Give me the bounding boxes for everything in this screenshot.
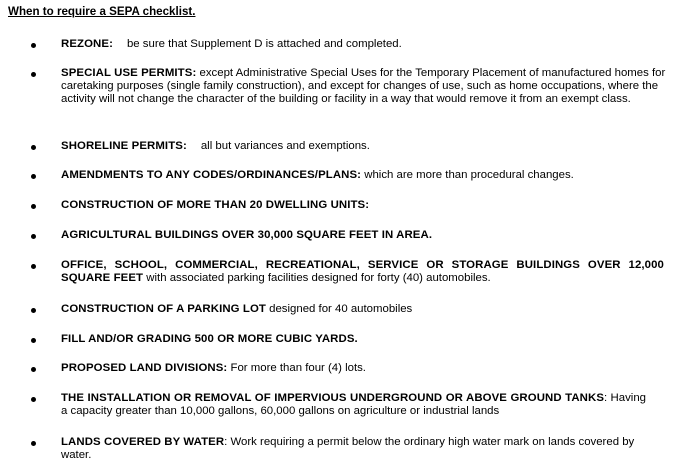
item-content — [61, 199, 678, 212]
item-term: LANDS COVERED BY WATER — [61, 436, 225, 448]
item-term: CONSTRUCTION OF A PARKING LOT — [61, 303, 266, 315]
bullet-icon — [31, 234, 36, 239]
item-content — [61, 38, 678, 51]
item-content — [61, 140, 678, 153]
item-content — [61, 169, 678, 182]
page-title: When to require a SEPA checklist. — [8, 5, 196, 18]
item-term: REZONE: — [61, 38, 113, 50]
bullet-icon — [31, 43, 36, 48]
item-term: SPECIAL USE PERMITS: — [61, 67, 197, 79]
item-text: except Administrative Special Uses for the Temporary Placement of manufactured homes for caretaking purposes (single family construction), and except for changes of use, such as home occupations, where the activity will not change the character of the building or facility in a way that would remove it from an exempt class. — [61, 67, 666, 105]
item-term: CONSTRUCTION OF MORE THAN 20 DWELLING UNITS: — [61, 199, 370, 211]
bullet-icon — [31, 308, 36, 313]
item-term: SHORELINE PERMITS: — [61, 140, 187, 152]
item-content — [61, 362, 678, 375]
item-text: be sure that Supplement D is attached and completed. — [126, 38, 402, 50]
item-term: THE INSTALLATION OR REMOVAL OF IMPERVIOUS UNDERGROUND OR ABOVE GROUND TANKS — [61, 392, 605, 404]
item-content — [61, 303, 678, 316]
item-text: with associated parking facilities designed for forty (40) automobiles. — [146, 272, 491, 284]
item-term: PROPOSED LAND DIVISIONS: — [61, 362, 228, 374]
item-content — [61, 67, 683, 106]
item-text: all but variances and exemptions. — [200, 140, 370, 152]
item-text: : Having a capacity greater than 10,000 gallons, 60,000 gallons on agriculture or industrial lands — [61, 392, 646, 417]
item-content — [61, 333, 678, 346]
bullet-icon — [31, 441, 36, 446]
bullet-icon — [31, 204, 36, 209]
item-text: For more than four (4) lots. — [230, 362, 366, 374]
item-term: AGRICULTURAL BUILDINGS OVER 30,000 SQUARE FEET IN AREA. — [61, 229, 433, 241]
item-term: AMENDMENTS TO ANY CODES/ORDINANCES/PLANS: — [61, 169, 362, 181]
bullet-icon — [31, 72, 36, 77]
item-content — [61, 436, 646, 462]
bullet-icon — [31, 264, 36, 269]
item-content — [61, 392, 646, 418]
item-text: which are more than procedural changes. — [364, 169, 574, 181]
item-term: OFFICE, SCHOOL, COMMERCIAL, RECREATIONAL, SERVICE OR STORAGE BUILDINGS OVER 12,000 SQUARE FEET — [61, 259, 664, 284]
bullet-icon — [31, 367, 36, 372]
bullet-icon — [31, 338, 36, 343]
item-term: FILL AND/OR GRADING 500 OR MORE CUBIC YARDS. — [61, 333, 358, 345]
item-content — [61, 259, 664, 285]
bullet-icon — [31, 145, 36, 150]
bullet-icon — [31, 397, 36, 402]
item-text: designed for 40 automobiles — [269, 303, 413, 315]
item-content — [61, 229, 678, 242]
bullet-icon — [31, 174, 36, 179]
item-text: : Work requiring a permit below the ordinary high water mark on lands covered by water. — [61, 436, 635, 461]
